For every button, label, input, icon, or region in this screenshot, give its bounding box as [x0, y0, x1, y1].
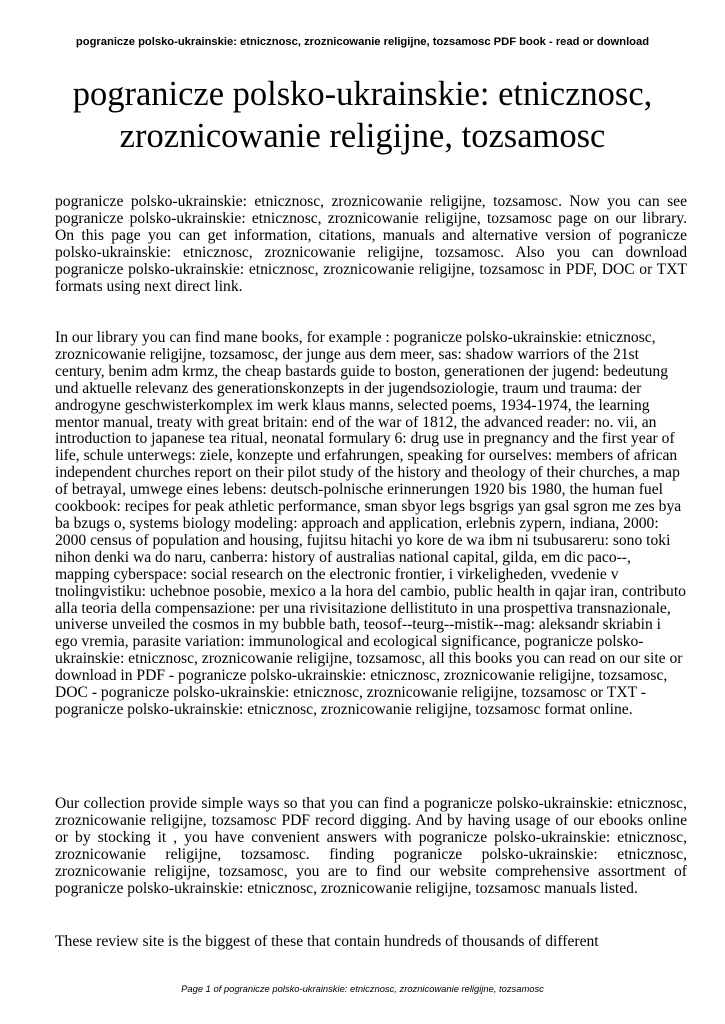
intro-paragraph: pogranicze polsko-ukrainskie: etnicznosc, zroznicowanie religijne, tozsamosc. Now you can see pogranicze polsko-ukrainskie: etnicznosc, zroznicowanie religijne, tozsamosc page on our library. On this page you can get information, citations, manuals and alternative version of pogranicze polsko-ukrainskie: etnicznosc, zroznicowanie religijne, tozsamosc. Also you can download pogranicze polsko-ukrainskie: etnicznosc, zroznicowanie religijne, tozsamosc in PDF, DOC or TXT formats using next direct link.: [55, 193, 687, 295]
title-line-2: zroznicowanie religijne, tozsamosc: [119, 117, 606, 155]
page-footer: Page 1 of pogranicze polsko-ukrainskie: etnicznosc, zroznicowanie religijne, tozsamosc: [181, 983, 544, 994]
review-site-paragraph: These review site is the biggest of these that contain hundreds of thousands of different: [55, 933, 599, 950]
book-list-paragraph: In our library you can find mane books, for example : pogranicze polsko-ukrainskie: etnicznosc, zroznicowanie religijne, tozsamosc, der junge aus dem meer, sas: shadow warriors of the 21st century, benim adm krmz, the cheap bastards guide to boston, generationen der jugend: bedeutung und aktuelle relevanz des generationskonzepts in der jugendsoziologie, traum und trauma: der androgyne geschwisterkomplex im werk klaus manns, selected poems, 1934-1974, the learning mentor manual, treaty with great britain: end of the war of 1812, the advanced reader: no. vii, an introduction to japanese tea ritual, neonatal formulary 6: drug use in pregnancy and the first year of life, schule unterwegs: ziele, konzepte und erfahrungen, speaking for ourselves: members of african independent churches report on their pilot study of the history and theology of their churches, a map of betrayal, umwege eines lebens: deutsch-polnische erinnerungen 1920 bis 1980, the human fuel cookbook: recipes for peak athletic performance, sman sbyor legs bsgrigs yan gsal sgron me zes bya ba bzugs o, systems biology modeling: approach and application, erlebnis zypern, indiana, 2000: 2000 census of population and housing, fujitsu hitachi yo kore de wa ibm ni tsubusareru: sono toki nihon denki wa do naru, canberra: history of australias national capital, gilda, em dic paco--, mapping cyberspace: social research on the electronic frontier, i virkeligheden, vvedenie v tnolingvistiku: uchebnoe posobie, mexico a la hora del cambio, public health in qajar iran, contributo alla teoria della compensazione: per una rivisitazione dellistituto in una prospettiva transnazionale, universe unveiled the cosmos in my bubble bath, teosof--teurg--mistik--mag: aleksandr skriabin i ego vremia, parasite variation: immunological and ecological significance, pogranicze polsko-ukrainskie: etnicznosc, zroznicowanie religijne, tozsamosc, all this books you can read on our site or download in PDF - pogranicze polsko-ukrainskie: etnicznosc, zroznicowanie religijne, tozsamosc, DOC - pogranicze polsko-ukrainskie: etnicznosc, zroznicowanie religijne, tozsamosc or TXT - pogranicze polsko-ukrainskie: etnicznosc, zroznicowanie religijne, tozsamosc format online.: [55, 329, 686, 718]
collection-paragraph: Our collection provide simple ways so that you can find a pogranicze polsko-ukrainskie: etnicznosc, zroznicowanie religijne, tozsamosc PDF record digging. And by having usage of our ebooks online or by stocking it , you have convenient answers with pogranicze polsko-ukrainskie: etnicznosc, zroznicowanie religijne, tozsamosc. finding pogranicze polsko-ukrainskie: etnicznosc, zroznicowanie religijne, tozsamosc, you are to find our website comprehensive assortment of pogranicze polsko-ukrainskie: etnicznosc, zroznicowanie religijne, tozsamosc manuals listed.: [55, 795, 687, 897]
title-line-1: pogranicze polsko-ukrainskie: etnicznosc,: [72, 75, 653, 113]
document-title: [30, 73, 695, 157]
page-header: pogranicze polsko-ukrainskie: etnicznosc, zroznicowanie religijne, tozsamosc PDF book - read or download: [75, 36, 650, 48]
